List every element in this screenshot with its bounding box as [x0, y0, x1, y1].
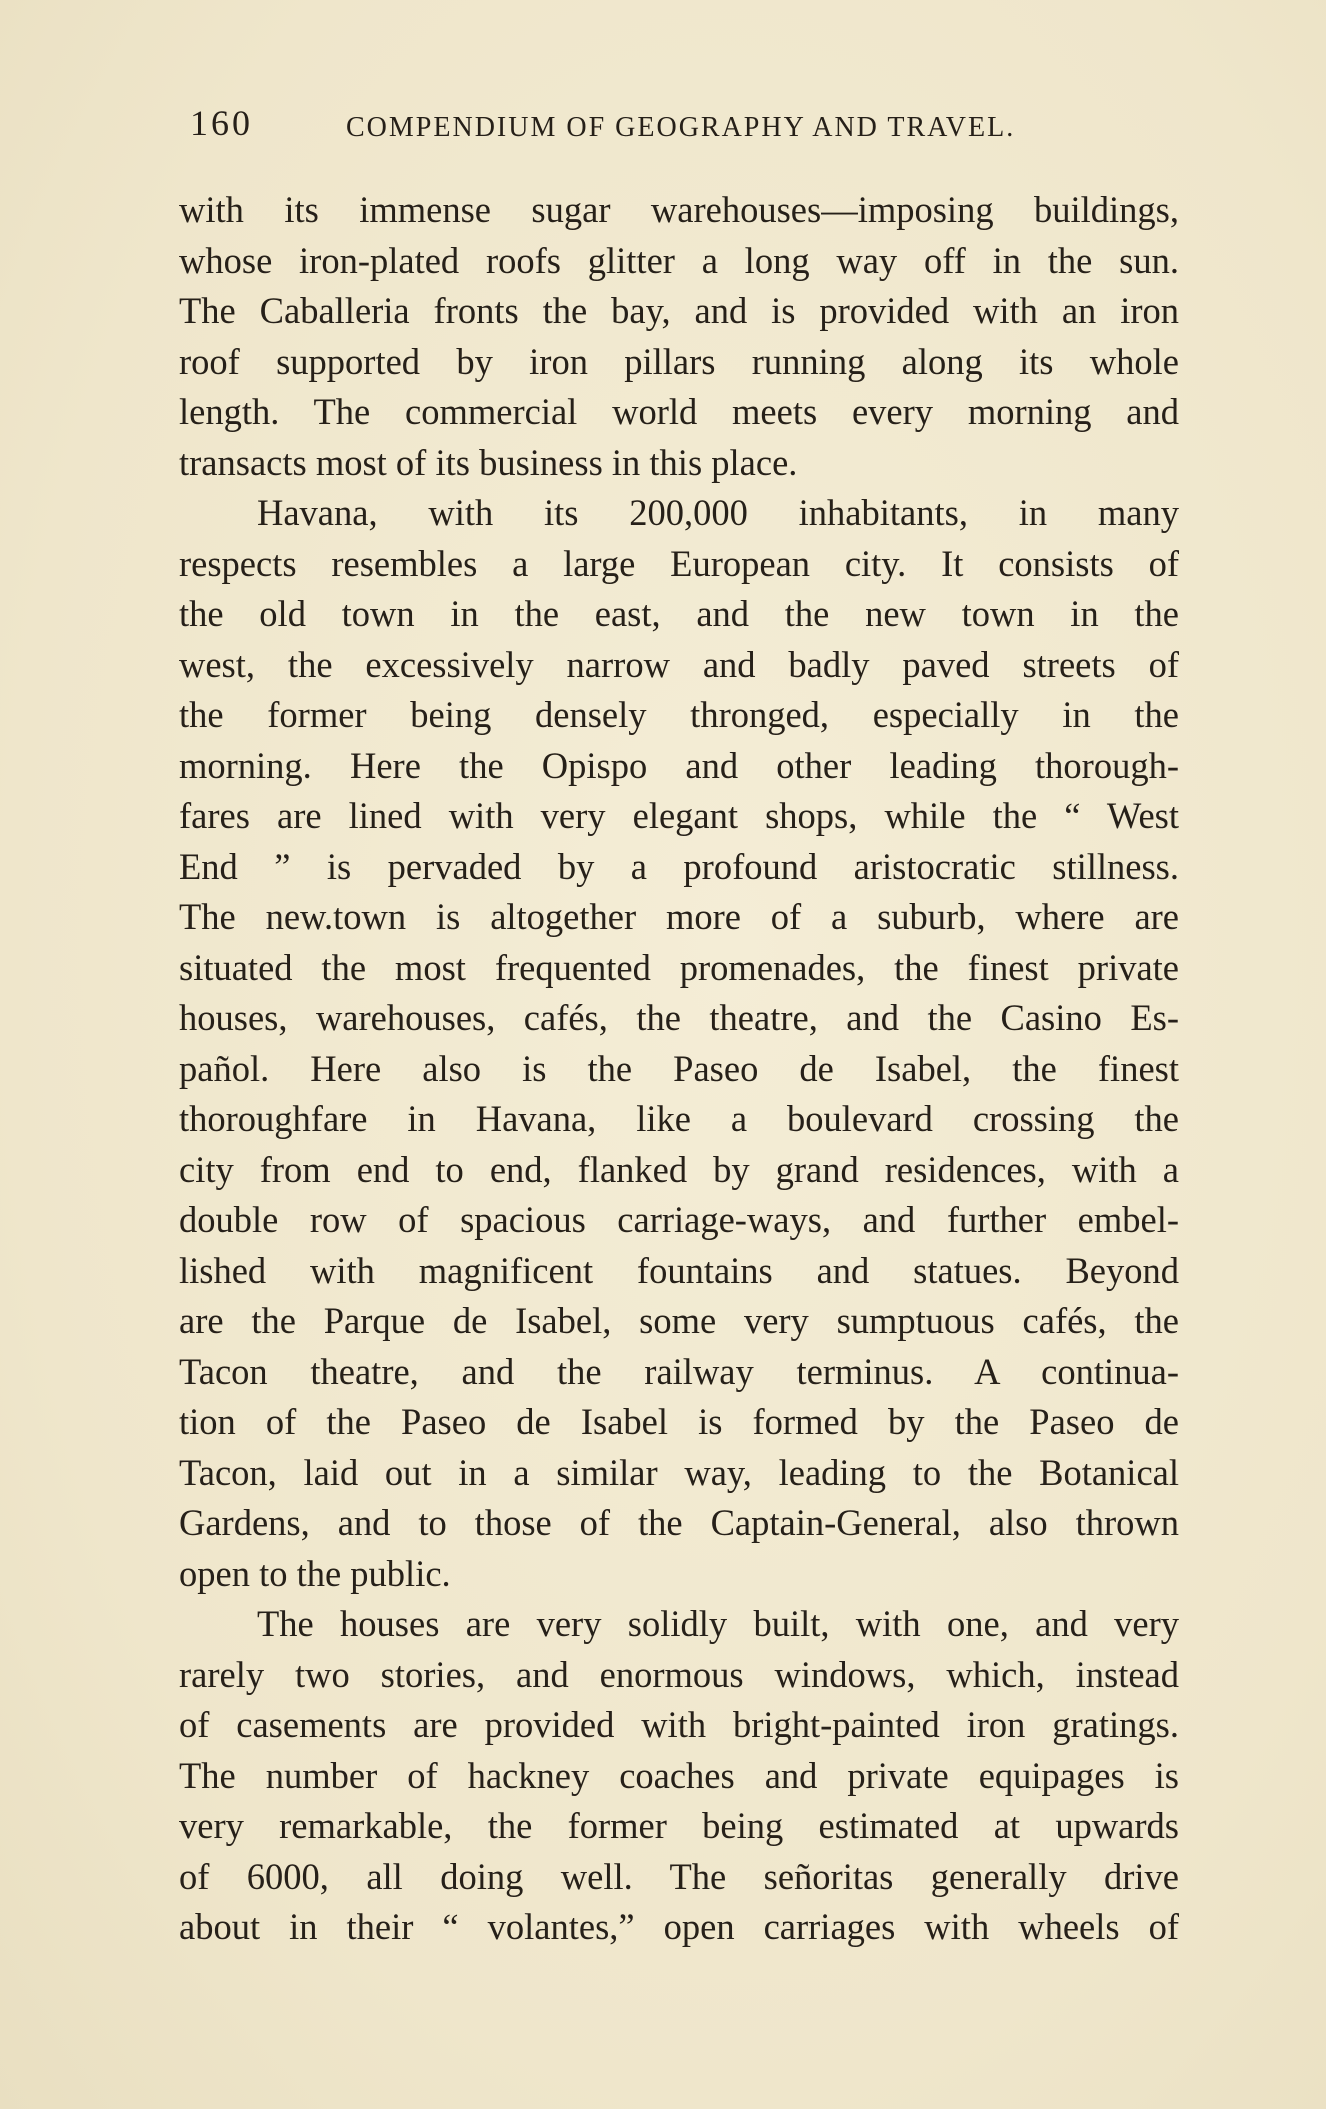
text-line: roof supported by iron pillars running along its whole	[179, 340, 1179, 382]
running-head-title: COMPENDIUM OF GEOGRAPHY AND TRAVEL.	[346, 112, 1016, 143]
paragraph-houses	[179, 1599, 1179, 1953]
text-line: The Caballeria fronts the bay, and is provided with an iron	[179, 290, 1179, 331]
text-line: the former being densely thronged, especially in the	[179, 694, 1179, 735]
text-line: tion of the Paseo de Isabel is formed by the Paseo de	[179, 1401, 1179, 1442]
text-line: the old town in the east, and the new town in the	[179, 593, 1179, 634]
text-line: rarely two stories, and enormous windows, which, instead	[179, 1653, 1179, 1695]
text-line: of casements are provided with bright-painted iron gratings.	[179, 1704, 1179, 1745]
text-line: The number of hackney coaches and private equipages is	[179, 1754, 1179, 1796]
text-line: west, the excessively narrow and badly paved streets of	[179, 643, 1179, 685]
text-line: length. The commercial world meets every morning and	[179, 391, 1179, 432]
text-line: respects resembles a large European city. It consists of	[179, 542, 1179, 584]
text-line: Tacon theatre, and the railway terminus. A continua-	[179, 1350, 1179, 1392]
text-line: whose iron-plated roofs glitter a long way off in the sun.	[179, 239, 1179, 281]
text-line: city from end to end, flanked by grand residences, with a	[179, 1148, 1179, 1190]
text-line: situated the most frequented promenades, the finest private	[179, 946, 1179, 988]
text-line: thoroughfare in Havana, like a boulevard crossing the	[179, 1098, 1179, 1139]
text-line: morning. Here the Opispo and other leading thorough-	[179, 744, 1179, 786]
running-head	[180, 100, 1180, 150]
text-line: The new.town is altogether more of a suburb, where are	[179, 896, 1179, 937]
text-line: End ” is pervaded by a profound aristocratic stillness.	[179, 845, 1179, 887]
text-line: houses, warehouses, cafés, the theatre, and the Casino Es-	[179, 997, 1179, 1038]
text-line: open to the public.	[179, 1552, 451, 1594]
text-line: Havana, with its 200,000 inhabitants, in many	[257, 492, 1179, 533]
text-line: with its immense sugar warehouses—imposing buildings,	[179, 189, 1179, 230]
text-line: double row of spacious carriage-ways, and further embel-	[179, 1199, 1179, 1240]
text-line: very remarkable, the former being estimated at upwards	[179, 1805, 1179, 1846]
text-line: The houses are very solidly built, with one, and very	[257, 1603, 1179, 1644]
text-line: Gardens, and to those of the Captain-General, also thrown	[179, 1502, 1179, 1543]
text-line: are the Parque de Isabel, some very sumptuous cafés, the	[179, 1300, 1179, 1341]
paragraph-sugar-warehouses	[179, 185, 1179, 488]
text-line: transacts most of its business in this place.	[179, 441, 798, 483]
text-line: pañol. Here also is the Paseo de Isabel, the finest	[179, 1047, 1179, 1089]
text-line: lished with magnificent fountains and statues. Beyond	[179, 1249, 1179, 1291]
paragraph-havana	[179, 488, 1179, 1599]
page-number: 160	[190, 103, 253, 143]
text-line: Tacon, laid out in a similar way, leading to the Botanical	[179, 1451, 1179, 1493]
text-line: of 6000, all doing well. The señoritas generally drive	[179, 1855, 1179, 1897]
text-line: fares are lined with very elegant shops, while the “ West	[179, 795, 1179, 836]
text-line: about in their “ volantes,” open carriages with wheels of	[179, 1906, 1179, 1947]
body-text	[179, 185, 1179, 1953]
